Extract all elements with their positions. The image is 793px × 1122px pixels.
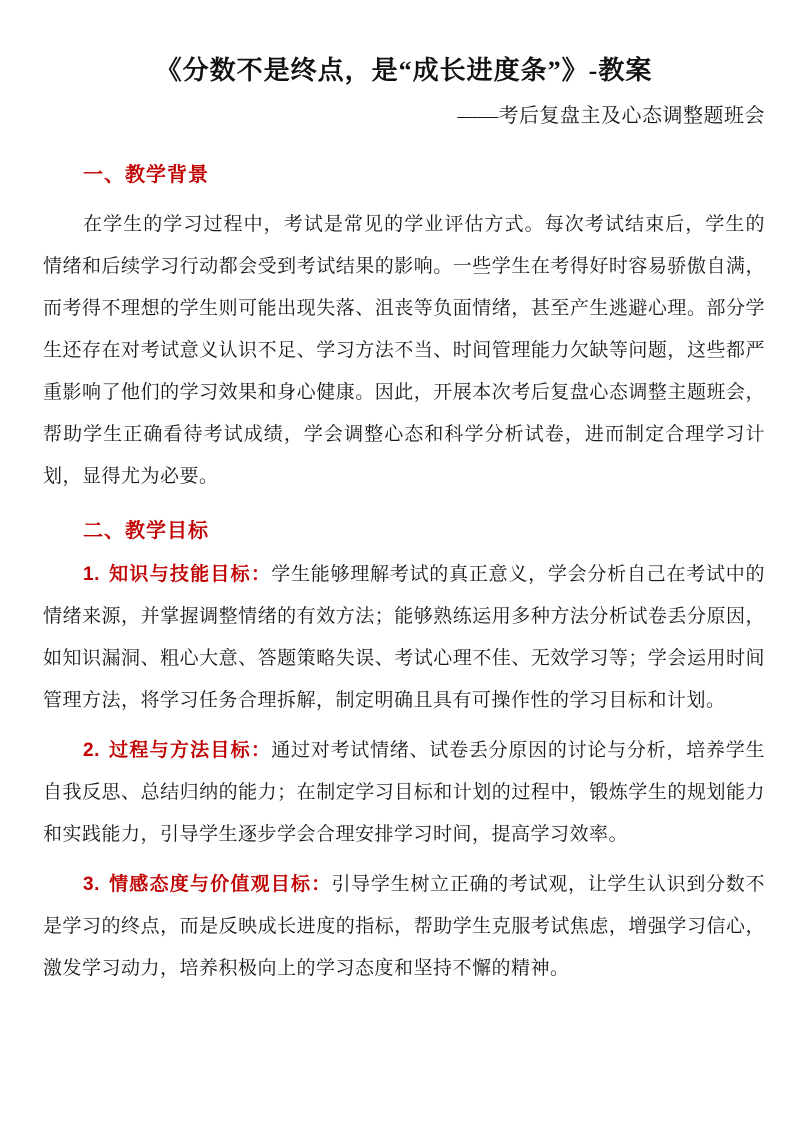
document-subtitle: ——考后复盘主及心态调整题班会 bbox=[457, 105, 765, 127]
objective-label: 情感态度与价值观目标： bbox=[108, 874, 332, 895]
objective-number: 3. bbox=[83, 874, 100, 895]
objective-label: 知识与技能目标： bbox=[108, 564, 272, 585]
objective-item-knowledge-skills bbox=[43, 554, 765, 722]
objective-number: 2. bbox=[83, 740, 100, 761]
section-heading-teaching-background: 一、教学背景 bbox=[83, 164, 209, 186]
objective-text: 学生能够理解考试的真正意义，学会分析自己在考试中的情绪来源，并掌握调整情绪的有效方法；能够熟练运用多种方法分析试卷丢分原因，如知识漏洞、粗心大意、答题策略失误、考试心理不佳、无效学习等；学会运用时间管理方法，将学习任务合理拆解，制定明确且具有可操作性的学习目标和计划。 bbox=[43, 564, 765, 711]
document-title: 《分数不是终点，是“成长进度条”》-教案 bbox=[155, 56, 653, 85]
objective-text: 通过对考试情绪、试卷丢分原因的讨论与分析，培养学生自我反思、总结归纳的能力；在制定学习目标和计划的过程中，锻炼学生的规划能力和实践能力，引导学生逐步学会合理安排学习时间，提高学习效率。 bbox=[43, 740, 765, 845]
objective-item-emotional-values bbox=[43, 864, 765, 990]
paragraph-teaching-background: 在学生的学习过程中，考试是常见的学业评估方式。每次考试结束后，学生的情绪和后续学习行动都会受到考试结果的影响。一些学生在考得好时容易骄傲自满，而考得不理想的学生则可能出现失落、沮丧等负面情绪，甚至产生逃避心理。部分学生还存在对考试意义认识不足、学习方法不当、时间管理能力欠缺等问题，这些都严重影响了他们的学习效果和身心健康。因此，开展本次考后复盘心态调整主题班会，帮助学生正确看待考试成绩，学会调整心态和科学分析试卷，进而制定合理学习计划，显得尤为必要。 bbox=[43, 214, 765, 487]
objective-label: 过程与方法目标： bbox=[108, 740, 272, 761]
section-heading-teaching-objectives: 二、教学目标 bbox=[83, 520, 209, 542]
objective-number: 1. bbox=[83, 564, 100, 585]
objective-item-process-methods bbox=[43, 730, 765, 856]
objective-text: 引导学生树立正确的考试观，让学生认识到分数不是学习的终点，而是反映成长进度的指标，帮助学生克服考试焦虑，增强学习信心，激发学习动力，培养积极向上的学习态度和坚持不懈的精神。 bbox=[43, 874, 765, 979]
